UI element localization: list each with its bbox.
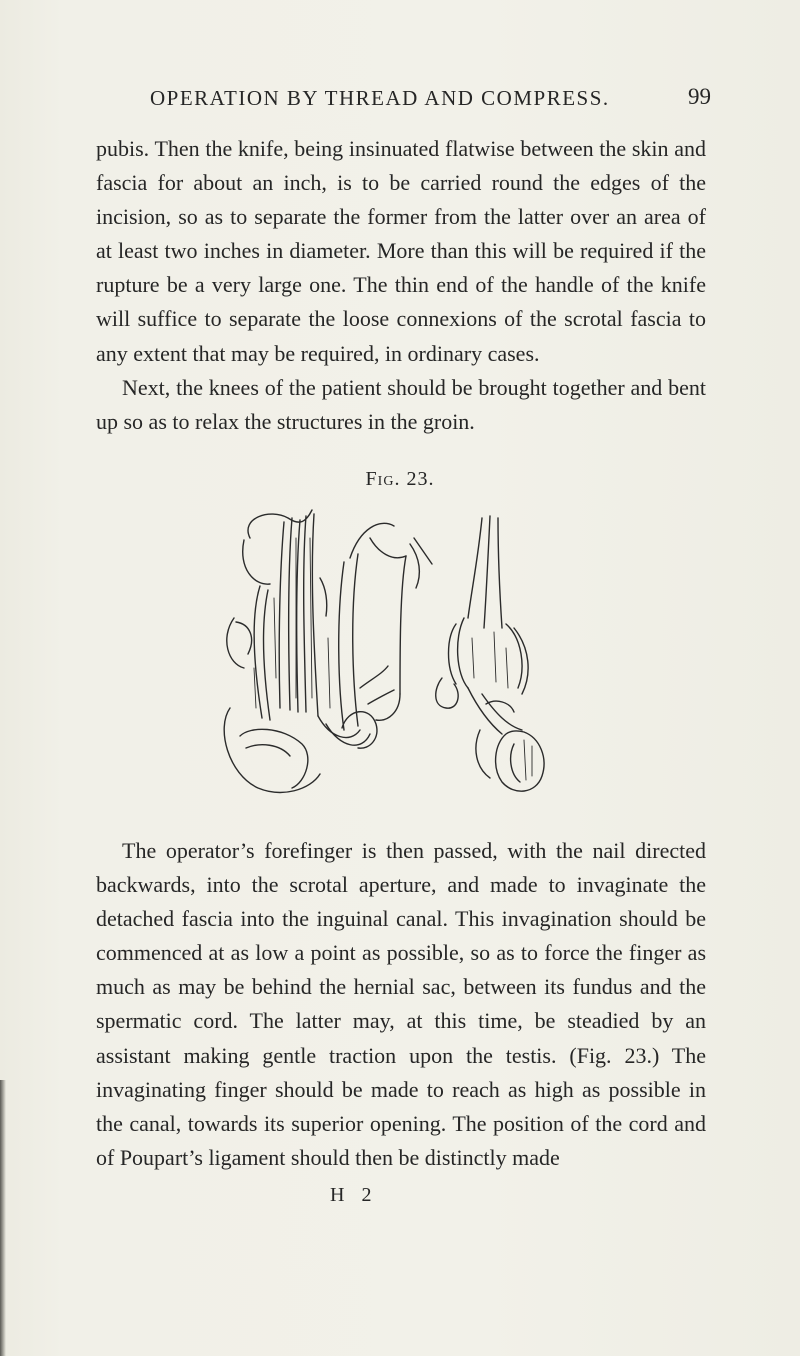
binding-shadow [0, 1080, 6, 1356]
signature-mark: H 2 [330, 1184, 378, 1206]
paragraph: The operator’s forefinger is then passed, with the nail directed backwards, into the scrotal aperture, and made to invaginate the detached fascia into the inguinal canal. This invagination should be commenced at as low a point as possible, so as to force the finger as much as may be behind the hernial sac, between its fundus and the spermatic cord. The latter may, at this time, be steadied by an assistant making gentle traction upon the testis. (Fig. 23.) The invaginating finger should be made to reach as high as possible in the canal, towards its superior opening. The position of the cord and of Poupart’s ligament should then be distinctly made [96, 838, 706, 1170]
text-block-top [96, 132, 706, 439]
figure-caption: Fig. 23. [365, 468, 435, 490]
text-block-bottom [96, 834, 706, 1175]
page-number: 99 [688, 84, 711, 109]
paragraph: Next, the knees of the patient should be brought together and bent up so as to relax the structures in the groin. [96, 374, 706, 434]
running-head: OPERATION BY THREAD AND COMPRESS. [150, 86, 610, 110]
illustration-drawing [210, 498, 570, 818]
paragraph: pubis. Then the knife, being insinuated flatwise between the skin and fascia for about an inch, is to be carried round the edges of the incision, so as to separate the former from the latter over an area of at least two inches in diameter. More than this will be required if the rupture be a very large one. The thin end of the handle of the knife will suffice to separate the loose connexions of the scrotal fascia to any extent that may be required, in ordinary cases. [96, 136, 706, 366]
anatomical-illustration [210, 498, 570, 818]
